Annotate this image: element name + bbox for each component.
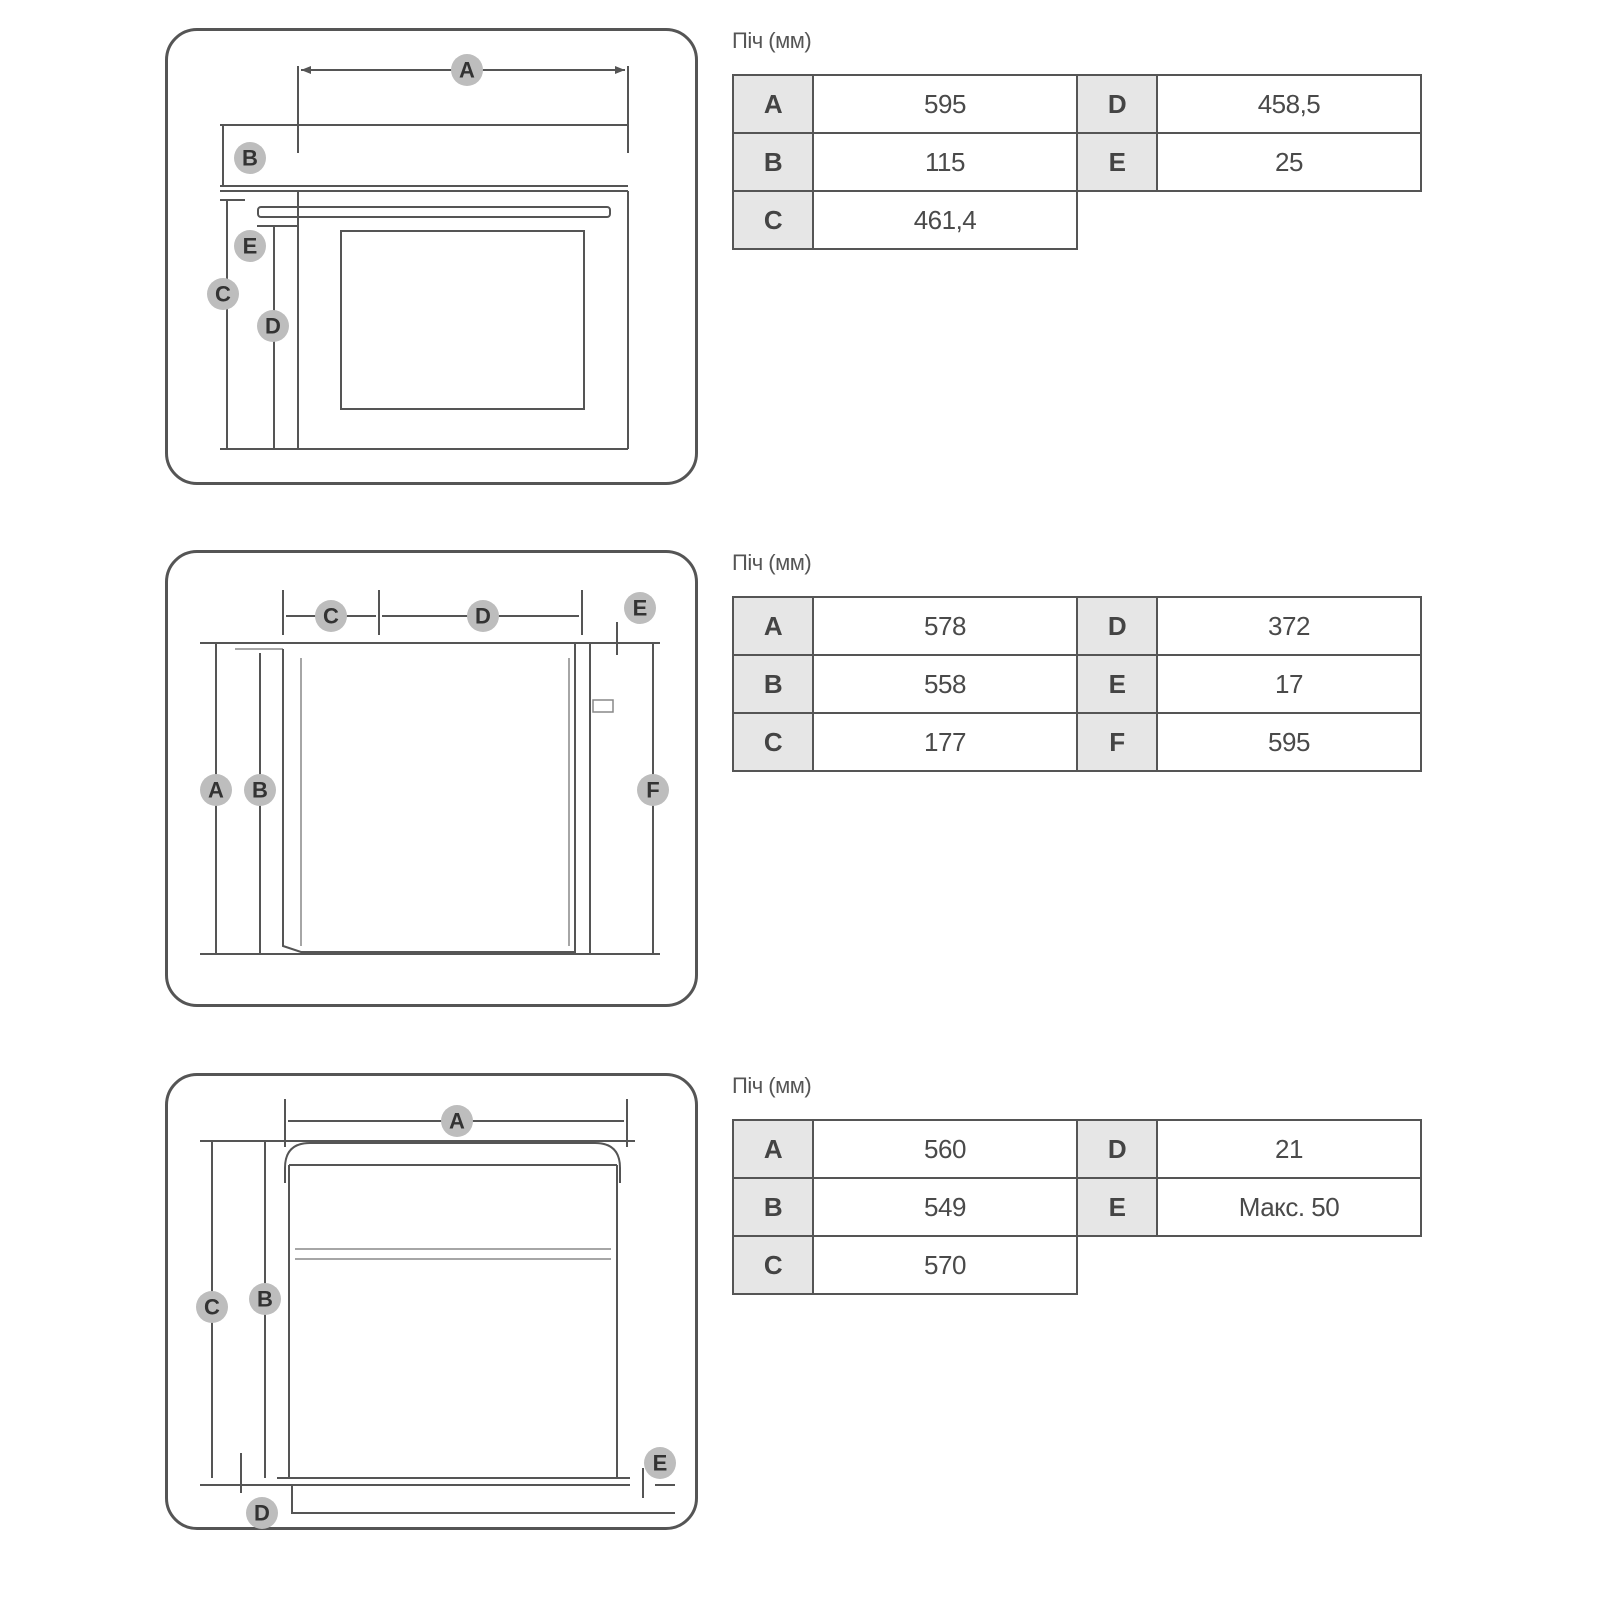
dimension-key: A: [733, 597, 813, 655]
label-D: [467, 600, 499, 632]
dimension-value: 177: [813, 713, 1077, 771]
dimension-value: 595: [1157, 713, 1421, 771]
svg-text:B: B: [242, 145, 258, 171]
diagram-panel-front: [165, 28, 698, 485]
svg-text:B: B: [252, 777, 268, 803]
dimension-value: 458,5: [1157, 75, 1421, 133]
label-E: [234, 230, 266, 262]
table-row: [733, 713, 1421, 771]
svg-text:D: D: [475, 603, 491, 629]
label-C: [207, 278, 239, 310]
section-2-caption: Піч (мм): [732, 550, 812, 575]
label-C: [196, 1291, 228, 1323]
label-B: [249, 1283, 281, 1315]
svg-text:C: C: [323, 603, 339, 629]
dimension-key: D: [1077, 1120, 1157, 1178]
table-row: [733, 133, 1421, 191]
dimension-value: 461,4: [813, 191, 1077, 249]
dimension-value: 115: [813, 133, 1077, 191]
diagram-panel-top: [165, 1073, 698, 1530]
label-D: [246, 1497, 278, 1529]
dimension-key: B: [733, 1178, 813, 1236]
svg-text:C: C: [215, 281, 231, 307]
table-row: [733, 655, 1421, 713]
label-E: [644, 1447, 676, 1479]
dimension-key: E: [1077, 1178, 1157, 1236]
dimension-key: F: [1077, 713, 1157, 771]
dimension-value: 25: [1157, 133, 1421, 191]
dimension-value: 570: [813, 1236, 1077, 1294]
svg-text:F: F: [646, 777, 660, 803]
oven-top-diagram: [165, 1073, 698, 1530]
svg-text:A: A: [208, 777, 224, 803]
dimension-key: D: [1077, 597, 1157, 655]
dimension-value: 372: [1157, 597, 1421, 655]
svg-text:A: A: [459, 57, 475, 83]
label-A: [451, 54, 483, 86]
svg-text:A: A: [449, 1108, 465, 1134]
dimension-value: 595: [813, 75, 1077, 133]
label-D: [257, 310, 289, 342]
svg-text:B: B: [257, 1286, 273, 1312]
section-1-caption: Піч (мм): [732, 28, 812, 53]
svg-text:D: D: [254, 1500, 270, 1526]
dimension-key: B: [733, 133, 813, 191]
table-row: [733, 191, 1421, 249]
dimension-key: C: [733, 191, 813, 249]
label-A: [200, 774, 232, 806]
dimensions-table-1: [732, 74, 1422, 250]
dimension-value: 558: [813, 655, 1077, 713]
label-B: [244, 774, 276, 806]
table-row: [733, 597, 1421, 655]
dimension-key: A: [733, 1120, 813, 1178]
diagram-panel-side: [165, 550, 698, 1007]
dimension-value: 560: [813, 1120, 1077, 1178]
table-row: [733, 1236, 1421, 1294]
dimension-value: 549: [813, 1178, 1077, 1236]
dimension-key: A: [733, 75, 813, 133]
dimension-value: 17: [1157, 655, 1421, 713]
label-F: [637, 774, 669, 806]
oven-front-diagram: [165, 28, 698, 485]
dimension-key: C: [733, 713, 813, 771]
table-row: [733, 1178, 1421, 1236]
svg-text:D: D: [265, 313, 281, 339]
dimension-key: C: [733, 1236, 813, 1294]
dimensions-table-2: [732, 596, 1422, 772]
table-row: [733, 1120, 1421, 1178]
dimensions-table-3: [732, 1119, 1422, 1295]
dimension-key: E: [1077, 133, 1157, 191]
dimension-value: 578: [813, 597, 1077, 655]
section-3-caption: Піч (мм): [732, 1073, 812, 1098]
dimension-key: E: [1077, 655, 1157, 713]
svg-text:C: C: [204, 1294, 220, 1320]
oven-side-diagram: [165, 550, 698, 1007]
label-C: [315, 600, 347, 632]
dimension-key: D: [1077, 75, 1157, 133]
table-row: [733, 75, 1421, 133]
label-E: [624, 592, 656, 624]
label-A: [441, 1105, 473, 1137]
dimension-value: 21: [1157, 1120, 1421, 1178]
dimension-key: B: [733, 655, 813, 713]
svg-text:E: E: [632, 595, 648, 621]
dimension-value: Макс. 50: [1157, 1178, 1421, 1236]
svg-text:E: E: [242, 233, 258, 259]
svg-text:E: E: [652, 1450, 668, 1476]
label-B: [234, 142, 266, 174]
